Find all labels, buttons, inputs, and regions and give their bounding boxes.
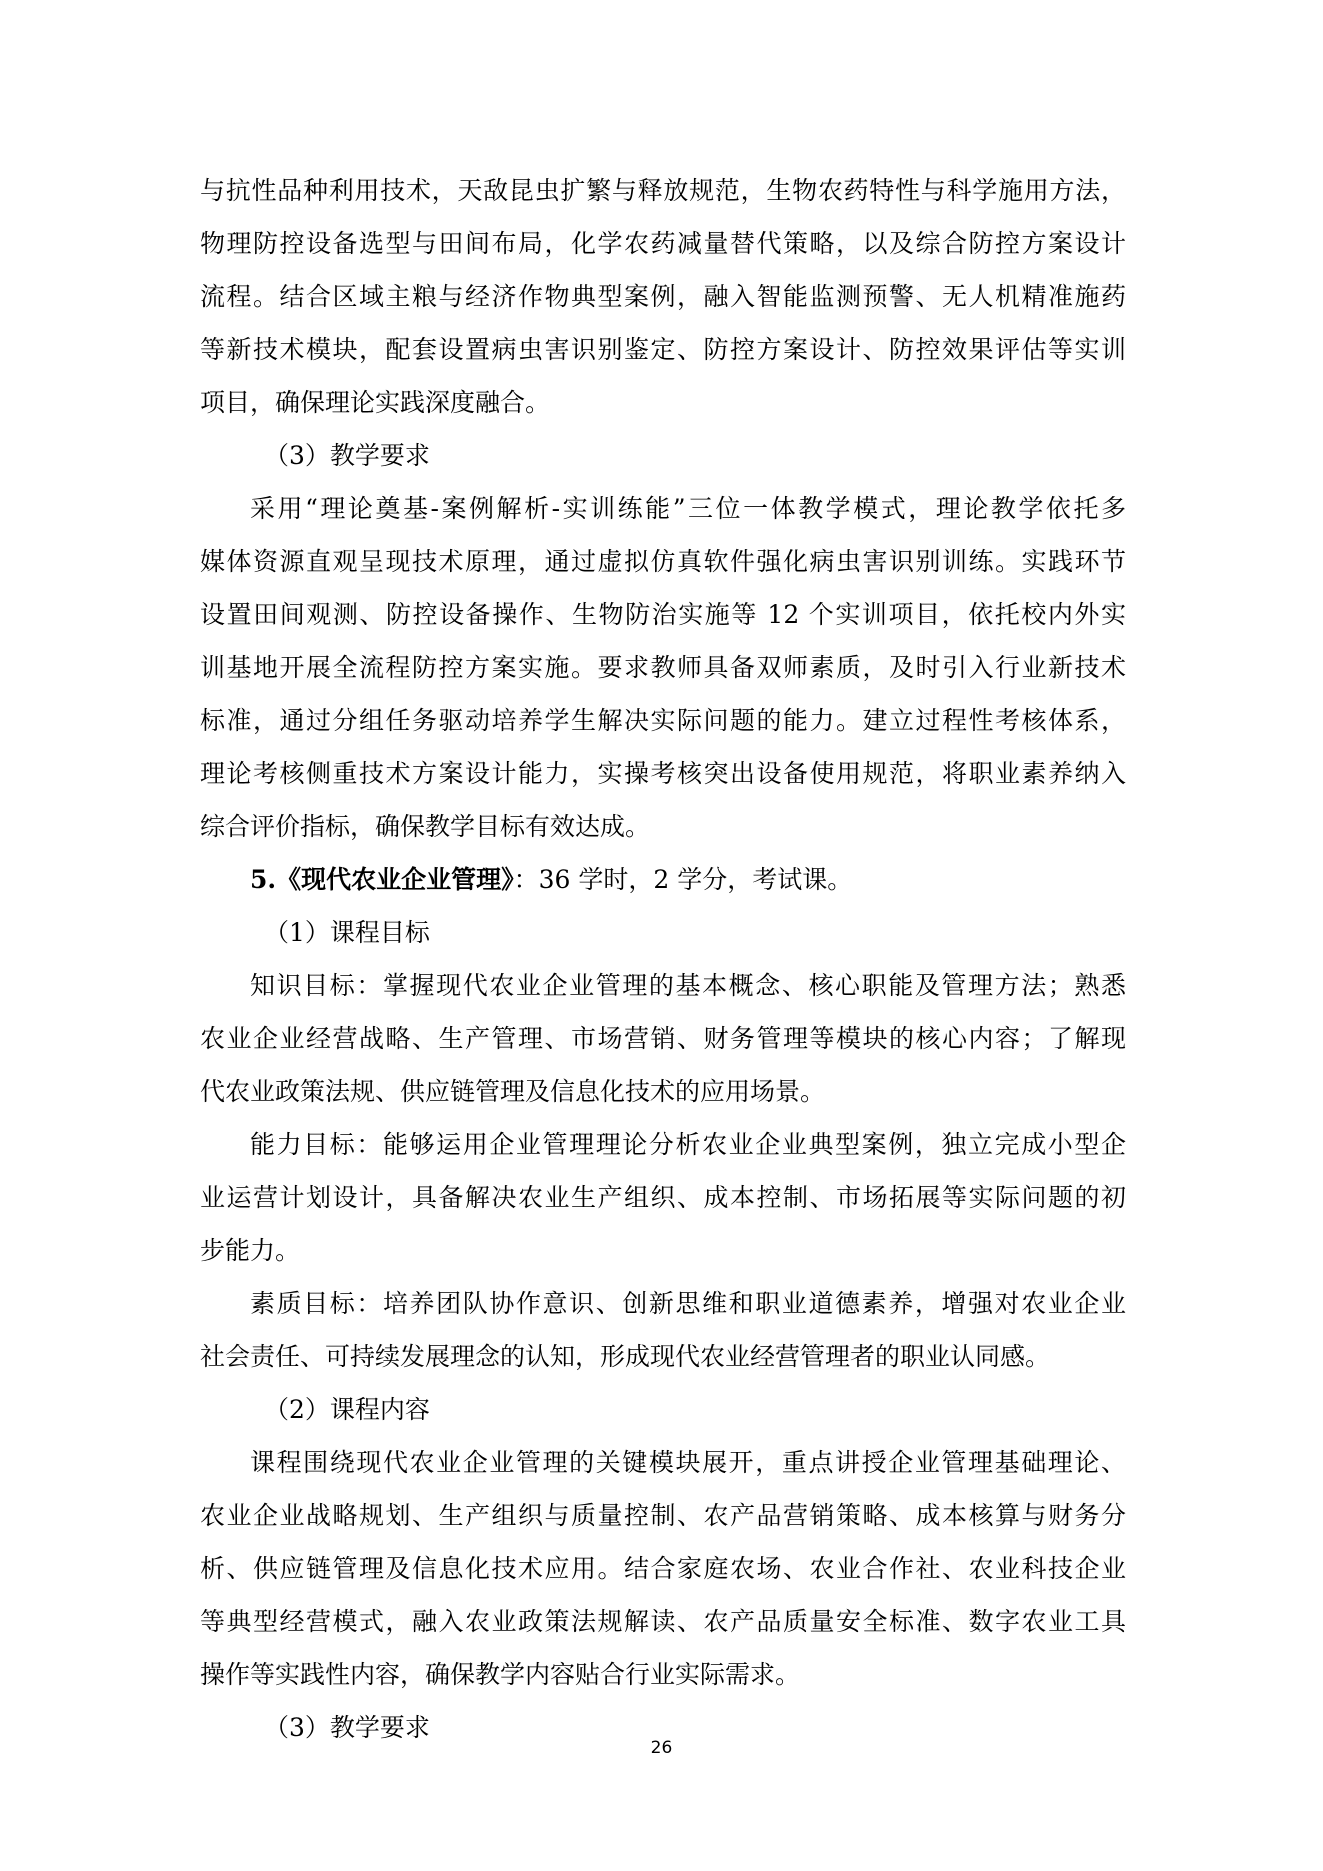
paragraph-line: 理论考核侧重技术方案设计能力，实操考核突出设备使用规范，将职业素养纳入 xyxy=(200,759,1126,788)
paragraph-line: 项目，确保理论实践深度融合。 xyxy=(200,388,551,417)
section-heading-teaching-requirements: （3）教学要求 xyxy=(264,1713,430,1742)
paragraph-line: 标准，通过分组任务驱动培养学生解决实际问题的能力。建立过程性考核体系， xyxy=(200,706,1126,735)
paragraph-line: 素质目标：培养团队协作意识、创新思维和职业道德素养，增强对农业企业 xyxy=(250,1289,1126,1318)
section-heading-course-goals: （1）课程目标 xyxy=(264,918,430,947)
paragraph-line: 能力目标：能够运用企业管理理论分析农业企业典型案例，独立完成小型企 xyxy=(250,1130,1126,1159)
paragraph-line: 等典型经营模式，融入农业政策法规解读、农产品质量安全标准、数字农业工具 xyxy=(200,1607,1126,1636)
page-number: 26 xyxy=(650,1738,673,1758)
paragraph-line: 课程围绕现代农业企业管理的关键模块展开，重点讲授企业管理基础理论、 xyxy=(250,1448,1126,1477)
paragraph-line: 流程。结合区域主粮与经济作物典型案例，融入智能监测预警、无人机精准施药 xyxy=(200,282,1126,311)
course-title: 5.《现代农业企业管理》 xyxy=(250,865,514,894)
course-info: ：36 学时，2 学分，考试课。 xyxy=(513,865,853,894)
paragraph-line: 综合评价指标，确保教学目标有效达成。 xyxy=(200,812,651,841)
paragraph-line: 媒体资源直观呈现技术原理，通过虚拟仿真软件强化病虫害识别训练。实践环节 xyxy=(200,547,1126,576)
course-heading xyxy=(200,853,1126,906)
paragraph-line: 采用“理论奠基-案例解析-实训练能”三位一体教学模式，理论教学依托多 xyxy=(250,494,1126,523)
paragraph-line: 代农业政策法规、供应链管理及信息化技术的应用场景。 xyxy=(200,1077,826,1106)
paragraph-line: 物理防控设备选型与田间布局，化学农药减量替代策略，以及综合防控方案设计 xyxy=(200,229,1126,258)
paragraph-line: 析、供应链管理及信息化技术应用。结合家庭农场、农业合作社、农业科技企业 xyxy=(200,1554,1126,1583)
section-heading-course-content: （2）课程内容 xyxy=(264,1395,430,1424)
paragraph-line: 农业企业战略规划、生产组织与质量控制、农产品营销策略、成本核算与财务分 xyxy=(200,1501,1126,1530)
paragraph-line: 农业企业经营战略、生产管理、市场营销、财务管理等模块的核心内容；了解现 xyxy=(200,1024,1126,1053)
paragraph-line: 知识目标：掌握现代农业企业管理的基本概念、核心职能及管理方法；熟悉 xyxy=(250,971,1126,1000)
section-heading-teaching-requirements: （3）教学要求 xyxy=(264,441,430,470)
paragraph-line: 与抗性品种利用技术，天敌昆虫扩繁与释放规范，生物农药特性与科学施用方法， xyxy=(200,176,1126,205)
document-body xyxy=(200,164,1126,1754)
paragraph-line: 等新技术模块，配套设置病虫害识别鉴定、防控方案设计、防控效果评估等实训 xyxy=(200,335,1126,364)
paragraph-line: 社会责任、可持续发展理念的认知，形成现代农业经营管理者的职业认同感。 xyxy=(200,1342,1051,1371)
paragraph-line: 操作等实践性内容，确保教学内容贴合行业实际需求。 xyxy=(200,1660,801,1689)
paragraph-line: 步能力。 xyxy=(200,1236,301,1265)
paragraph-line: 设置田间观测、防控设备操作、生物防治实施等 12 个实训项目，依托校内外实 xyxy=(200,600,1126,629)
paragraph-line: 业运营计划设计，具备解决农业生产组织、成本控制、市场拓展等实际问题的初 xyxy=(200,1183,1126,1212)
paragraph-line: 训基地开展全流程防控方案实施。要求教师具备双师素质，及时引入行业新技术 xyxy=(200,653,1126,682)
